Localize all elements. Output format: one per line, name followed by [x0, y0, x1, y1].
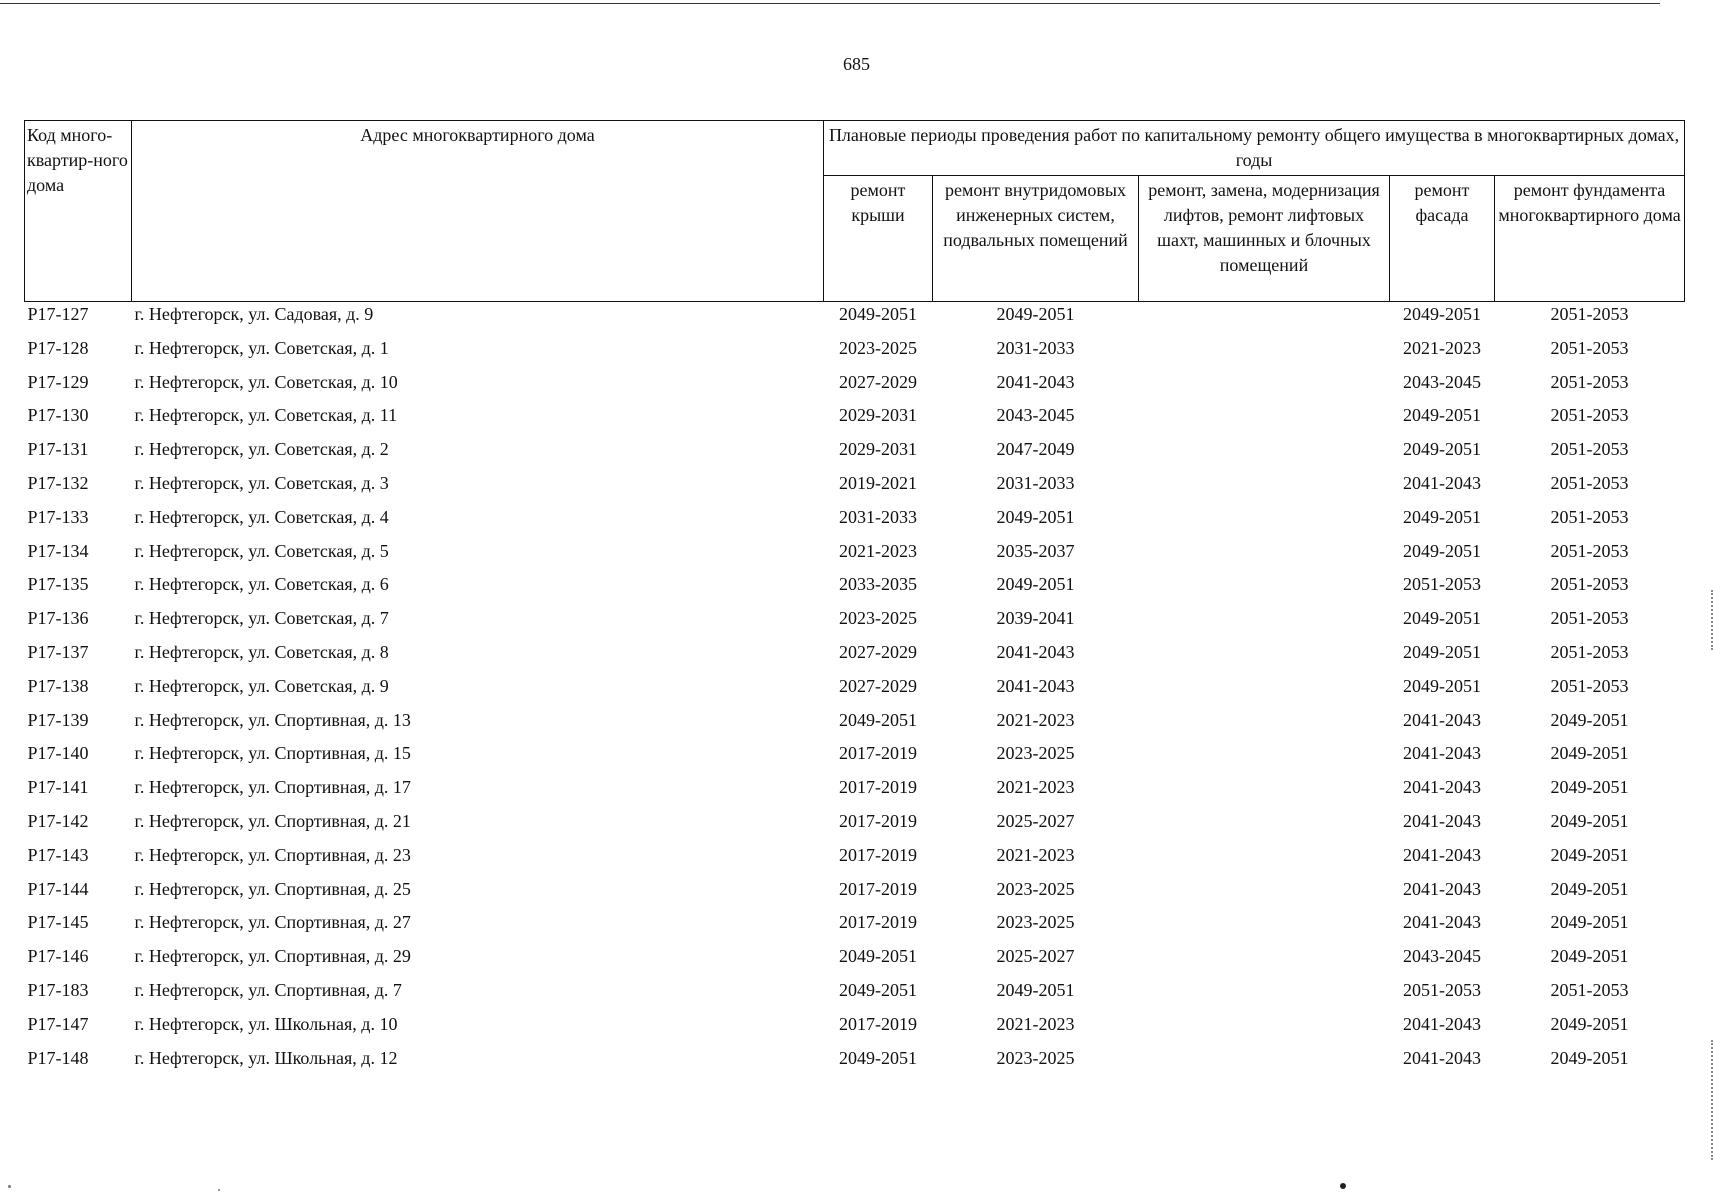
table-row	[25, 978, 1685, 1012]
table-row	[25, 708, 1685, 742]
table-row	[25, 437, 1685, 471]
cell-engineering: 2025-2027	[996, 946, 1075, 967]
cell-elevators	[1139, 978, 1390, 1012]
cell-address: г. Нефтегорск, ул. Спортивная, д. 25	[134, 878, 411, 899]
table-row	[25, 302, 1685, 336]
cell-roof: 2017-2019	[839, 844, 917, 865]
table-row	[25, 336, 1685, 370]
cell-engineering: 2041-2043	[996, 675, 1075, 696]
cell-facade: 2051-2053	[1403, 574, 1481, 595]
cell-elevators	[1139, 775, 1390, 809]
scan-speck	[218, 1189, 220, 1191]
cell-engineering: 2021-2023	[996, 777, 1075, 798]
cell-engineering: 2039-2041	[996, 608, 1075, 629]
cell-engineering: 2023-2025	[996, 912, 1075, 933]
cell-engineering: 2043-2045	[996, 405, 1075, 426]
table-header	[25, 121, 1685, 302]
table-row	[25, 877, 1685, 911]
cell-facade: 2041-2043	[1403, 912, 1481, 933]
table-row	[25, 572, 1685, 606]
cell-roof: 2049-2051	[839, 1047, 917, 1068]
cell-elevators	[1139, 505, 1390, 539]
page-number: 685	[843, 54, 870, 74]
cell-foundation: 2051-2053	[1550, 337, 1629, 358]
cell-foundation: 2051-2053	[1550, 304, 1629, 324]
cell-facade: 2049-2051	[1403, 641, 1481, 662]
cell-roof: 2017-2019	[839, 777, 917, 798]
cell-elevators	[1139, 910, 1390, 944]
header-facade: ремонт фасада	[1390, 176, 1495, 302]
cell-address: г. Нефтегорск, ул. Советская, д. 11	[134, 405, 398, 426]
cell-engineering: 2023-2025	[996, 878, 1075, 899]
cell-address: г. Нефтегорск, ул. Спортивная, д. 29	[134, 946, 411, 967]
cell-foundation: 2051-2053	[1550, 675, 1629, 696]
cell-address: г. Нефтегорск, ул. Советская, д. 2	[134, 439, 389, 460]
cell-engineering: 2023-2025	[996, 743, 1075, 764]
scan-edge-mark	[1703, 590, 1713, 650]
cell-elevators	[1139, 708, 1390, 742]
table-body	[25, 302, 1685, 1080]
cell-code: P17-135	[27, 574, 89, 595]
cell-elevators	[1139, 437, 1390, 471]
cell-facade: 2041-2043	[1403, 810, 1481, 831]
cell-address: г. Нефтегорск, ул. Советская, д. 8	[134, 641, 389, 662]
table-row	[25, 606, 1685, 640]
cell-address: г. Нефтегорск, ул. Спортивная, д. 21	[134, 810, 411, 831]
cell-code: P17-183	[27, 979, 89, 1000]
cell-engineering: 2041-2043	[996, 371, 1075, 392]
scan-speck	[8, 1185, 11, 1188]
cell-code: P17-133	[27, 506, 89, 527]
cell-facade: 2041-2043	[1403, 777, 1481, 798]
cell-elevators	[1139, 1046, 1390, 1080]
cell-foundation: 2051-2053	[1550, 371, 1629, 392]
cell-roof: 2019-2021	[839, 472, 917, 493]
cell-elevators	[1139, 809, 1390, 843]
cell-address: г. Нефтегорск, ул. Советская, д. 4	[134, 506, 389, 527]
cell-foundation: 2049-2051	[1550, 1013, 1629, 1034]
cell-code: P17-132	[27, 472, 89, 493]
cell-address: г. Нефтегорск, ул. Спортивная, д. 23	[134, 844, 411, 865]
cell-roof: 2029-2031	[839, 405, 917, 426]
cell-code: P17-128	[27, 337, 89, 358]
cell-roof: 2017-2019	[839, 743, 917, 764]
cell-engineering: 2041-2043	[996, 641, 1075, 662]
cell-roof: 2021-2023	[839, 540, 917, 561]
cell-facade: 2041-2043	[1403, 472, 1481, 493]
cell-elevators	[1139, 843, 1390, 877]
cell-engineering: 2021-2023	[996, 709, 1075, 730]
cell-foundation: 2049-2051	[1550, 946, 1629, 967]
table-row	[25, 674, 1685, 708]
cell-facade: 2049-2051	[1403, 608, 1481, 629]
top-border-line	[0, 3, 1660, 4]
cell-facade: 2049-2051	[1403, 304, 1481, 324]
cell-elevators	[1139, 674, 1390, 708]
cell-roof: 2017-2019	[839, 1013, 917, 1034]
cell-facade: 2049-2051	[1403, 675, 1481, 696]
cell-elevators	[1139, 403, 1390, 437]
cell-roof: 2023-2025	[839, 608, 917, 629]
scan-speck	[1340, 1183, 1346, 1189]
cell-code: P17-129	[27, 371, 89, 392]
cell-code: P17-131	[27, 439, 89, 460]
table-row	[25, 809, 1685, 843]
cell-code: P17-147	[27, 1013, 89, 1034]
table-row	[25, 640, 1685, 674]
cell-engineering: 2047-2049	[996, 439, 1075, 460]
cell-facade: 2041-2043	[1403, 1013, 1481, 1034]
header-engineering: ремонт внутридомовых инженерных систем, подвальных помещений	[933, 176, 1139, 302]
cell-code: P17-137	[27, 641, 89, 662]
cell-address: г. Нефтегорск, ул. Школьная, д. 12	[134, 1047, 398, 1068]
cell-facade: 2049-2051	[1403, 405, 1481, 426]
cell-foundation: 2051-2053	[1550, 540, 1629, 561]
header-code: Код много-квартир-ного дома	[25, 121, 132, 302]
cell-code: P17-146	[27, 946, 89, 967]
cell-address: г. Нефтегорск, ул. Советская, д. 9	[134, 675, 389, 696]
cell-code: P17-134	[27, 540, 89, 561]
cell-engineering: 2049-2051	[996, 574, 1075, 595]
cell-address: г. Нефтегорск, ул. Советская, д. 1	[134, 337, 389, 358]
cell-foundation: 2051-2053	[1550, 439, 1629, 460]
table-row	[25, 471, 1685, 505]
cell-facade: 2041-2043	[1403, 844, 1481, 865]
cell-facade: 2049-2051	[1403, 439, 1481, 460]
cell-foundation: 2051-2053	[1550, 472, 1629, 493]
cell-facade: 2049-2051	[1403, 540, 1481, 561]
cell-elevators	[1139, 877, 1390, 911]
cell-engineering: 2025-2027	[996, 810, 1075, 831]
cell-engineering: 2031-2033	[996, 472, 1075, 493]
cell-code: P17-139	[27, 709, 89, 730]
cell-roof: 2049-2051	[839, 709, 917, 730]
cell-address: г. Нефтегорск, ул. Советская, д. 6	[134, 574, 389, 595]
capital-repair-plan-table	[24, 120, 1685, 1079]
cell-foundation: 2051-2053	[1550, 641, 1629, 662]
cell-code: P17-143	[27, 844, 89, 865]
cell-engineering: 2049-2051	[996, 979, 1075, 1000]
cell-code: P17-127	[27, 304, 89, 324]
cell-engineering: 2049-2051	[996, 506, 1075, 527]
cell-roof: 2049-2051	[839, 304, 917, 324]
cell-address: г. Нефтегорск, ул. Советская, д. 7	[134, 608, 389, 629]
cell-address: г. Нефтегорск, ул. Спортивная, д. 15	[134, 743, 411, 764]
cell-foundation: 2049-2051	[1550, 1047, 1629, 1068]
cell-elevators	[1139, 944, 1390, 978]
table-row	[25, 944, 1685, 978]
cell-facade: 2051-2053	[1403, 979, 1481, 1000]
cell-foundation: 2051-2053	[1550, 979, 1629, 1000]
cell-code: P17-140	[27, 743, 89, 764]
cell-elevators	[1139, 606, 1390, 640]
cell-address: г. Нефтегорск, ул. Садовая, д. 9	[134, 304, 374, 324]
cell-engineering: 2031-2033	[996, 337, 1075, 358]
cell-code: P17-141	[27, 777, 89, 798]
cell-foundation: 2049-2051	[1550, 912, 1629, 933]
cell-code: P17-145	[27, 912, 89, 933]
table-row	[25, 1012, 1685, 1046]
cell-engineering: 2021-2023	[996, 844, 1075, 865]
cell-elevators	[1139, 640, 1390, 674]
cell-code: P17-142	[27, 810, 89, 831]
header-address: Адрес многоквартирного дома	[132, 121, 824, 302]
cell-foundation: 2049-2051	[1550, 878, 1629, 899]
cell-foundation: 2051-2053	[1550, 608, 1629, 629]
cell-facade: 2043-2045	[1403, 946, 1481, 967]
cell-address: г. Нефтегорск, ул. Советская, д. 5	[134, 540, 389, 561]
cell-roof: 2029-2031	[839, 439, 917, 460]
cell-address: г. Нефтегорск, ул. Советская, д. 3	[134, 472, 389, 493]
cell-engineering: 2021-2023	[996, 1013, 1075, 1034]
cell-elevators	[1139, 302, 1390, 336]
cell-elevators	[1139, 1012, 1390, 1046]
scan-edge-mark	[1703, 1040, 1713, 1160]
cell-address: г. Нефтегорск, ул. Спортивная, д. 27	[134, 912, 411, 933]
cell-roof: 2023-2025	[839, 337, 917, 358]
cell-address: г. Нефтегорск, ул. Спортивная, д. 13	[134, 709, 411, 730]
cell-facade: 2049-2051	[1403, 506, 1481, 527]
cell-engineering: 2023-2025	[996, 1047, 1075, 1068]
cell-elevators	[1139, 741, 1390, 775]
header-periods-group: Плановые периоды проведения работ по капитальному ремонту общего имущества в многоквартирных домах, годы	[824, 121, 1685, 176]
table-row	[25, 1046, 1685, 1080]
cell-foundation: 2049-2051	[1550, 709, 1629, 730]
cell-facade: 2041-2043	[1403, 743, 1481, 764]
cell-address: г. Нефтегорск, ул. Советская, д. 10	[134, 371, 398, 392]
cell-roof: 2027-2029	[839, 675, 917, 696]
cell-address: г. Нефтегорск, ул. Школьная, д. 10	[134, 1013, 398, 1034]
cell-roof: 2031-2033	[839, 506, 917, 527]
table-row	[25, 505, 1685, 539]
cell-facade: 2041-2043	[1403, 1047, 1481, 1068]
cell-facade: 2043-2045	[1403, 371, 1481, 392]
cell-foundation: 2049-2051	[1550, 777, 1629, 798]
cell-foundation: 2049-2051	[1550, 844, 1629, 865]
cell-elevators	[1139, 471, 1390, 505]
cell-code: P17-138	[27, 675, 89, 696]
cell-code: P17-130	[27, 405, 89, 426]
cell-engineering: 2049-2051	[996, 304, 1075, 324]
table-row	[25, 910, 1685, 944]
cell-elevators	[1139, 572, 1390, 606]
table-row	[25, 370, 1685, 404]
cell-foundation: 2049-2051	[1550, 810, 1629, 831]
cell-facade: 2041-2043	[1403, 709, 1481, 730]
cell-elevators	[1139, 370, 1390, 404]
table-row	[25, 843, 1685, 877]
cell-roof: 2017-2019	[839, 878, 917, 899]
cell-foundation: 2051-2053	[1550, 574, 1629, 595]
header-elevators: ремонт, замена, модернизация лифтов, ремонт лифтовых шахт, машинных и блочных помещений	[1139, 176, 1390, 302]
header-roof: ремонт крыши	[824, 176, 933, 302]
cell-foundation: 2049-2051	[1550, 743, 1629, 764]
header-foundation: ремонт фундамента многоквартирного дома	[1495, 176, 1685, 302]
cell-elevators	[1139, 539, 1390, 573]
cell-facade: 2041-2043	[1403, 878, 1481, 899]
cell-roof: 2017-2019	[839, 912, 917, 933]
cell-engineering: 2035-2037	[996, 540, 1075, 561]
cell-facade: 2021-2023	[1403, 337, 1481, 358]
cell-address: г. Нефтегорск, ул. Спортивная, д. 7	[134, 979, 402, 1000]
table-row	[25, 403, 1685, 437]
cell-roof: 2033-2035	[839, 574, 917, 595]
cell-roof: 2027-2029	[839, 371, 917, 392]
cell-code: P17-136	[27, 608, 89, 629]
cell-code: P17-148	[27, 1047, 89, 1068]
cell-foundation: 2051-2053	[1550, 506, 1629, 527]
cell-address: г. Нефтегорск, ул. Спортивная, д. 17	[134, 777, 411, 798]
cell-roof: 2017-2019	[839, 810, 917, 831]
table-row	[25, 539, 1685, 573]
cell-foundation: 2051-2053	[1550, 405, 1629, 426]
cell-roof: 2027-2029	[839, 641, 917, 662]
cell-elevators	[1139, 336, 1390, 370]
cell-roof: 2049-2051	[839, 946, 917, 967]
cell-code: P17-144	[27, 878, 89, 899]
cell-roof: 2049-2051	[839, 979, 917, 1000]
table-row	[25, 741, 1685, 775]
table-row	[25, 775, 1685, 809]
